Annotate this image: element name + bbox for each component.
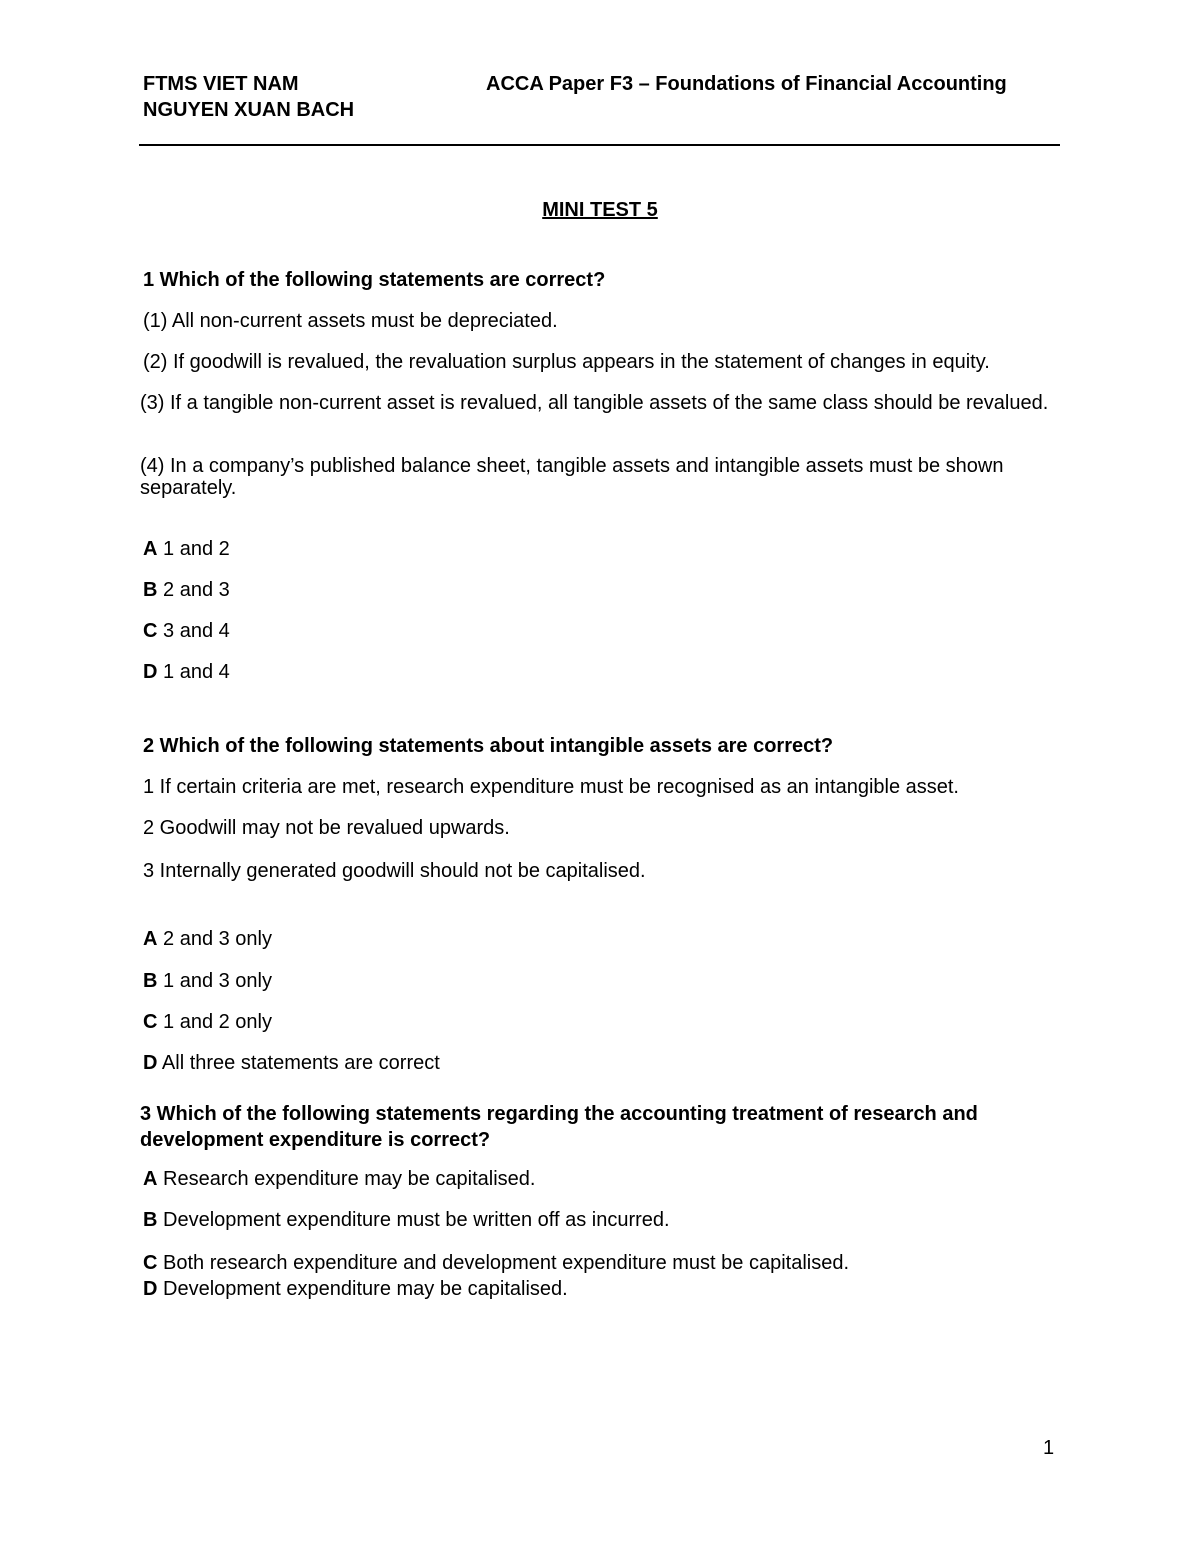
question-1-option-c[interactable] — [143, 620, 230, 642]
question-2-option-c[interactable] — [143, 1011, 272, 1033]
option-letter: A — [143, 928, 158, 950]
question-3-option-c[interactable] — [143, 1252, 849, 1274]
question-2-text: 2 Which of the following statements about intangible assets are correct? — [143, 735, 834, 757]
question-2-option-b[interactable] — [143, 970, 272, 992]
option-text: Development expenditure may be capitalised. — [163, 1278, 568, 1300]
option-letter: B — [143, 970, 158, 992]
question-1-statement: (4) In a company’s published balance sheet, tangible assets and intangible assets must be shown separately. — [140, 455, 1004, 499]
option-letter: D — [143, 661, 158, 683]
option-letter: B — [143, 579, 158, 601]
question-1-option-d[interactable] — [143, 661, 230, 683]
option-text: All three statements are correct — [161, 1052, 440, 1074]
option-text: 1 and 4 — [163, 661, 230, 683]
question-2-option-a[interactable] — [143, 928, 272, 950]
question-3-option-b[interactable] — [143, 1209, 670, 1231]
header-paper-title: ACCA Paper F3 – Foundations of Financial Accounting — [486, 73, 1007, 95]
question-1-statement: (2) If goodwill is revalued, the revaluation surplus appears in the statement of changes in equity. — [143, 351, 990, 373]
option-letter: D — [143, 1278, 158, 1300]
header-divider — [139, 144, 1060, 146]
option-text: 2 and 3 — [163, 579, 230, 601]
option-text: Both research expenditure and development expenditure must be capitalised. — [163, 1252, 850, 1274]
option-text: 1 and 3 only — [163, 970, 272, 992]
page-title: MINI TEST 5 — [542, 199, 658, 221]
question-1-option-b[interactable] — [143, 579, 230, 601]
option-text: Research expenditure may be capitalised. — [163, 1168, 536, 1190]
option-letter: B — [143, 1209, 158, 1231]
question-1-statement: (1) All non-current assets must be depreciated. — [143, 310, 558, 332]
question-1-text: 1 Which of the following statements are correct? — [143, 269, 606, 291]
question-3-option-a[interactable] — [143, 1168, 535, 1190]
question-2-statement: 2 Goodwill may not be revalued upwards. — [143, 817, 510, 839]
option-text: 1 and 2 only — [163, 1011, 272, 1033]
option-letter: C — [143, 620, 158, 642]
question-2-statement: 3 Internally generated goodwill should not be capitalised. — [143, 860, 646, 882]
page-number: 1 — [1043, 1437, 1055, 1459]
option-letter: D — [143, 1052, 158, 1074]
question-2-statement: 1 If certain criteria are met, research expenditure must be recognised as an intangible asset. — [143, 776, 959, 798]
option-letter: C — [143, 1252, 158, 1274]
question-2-option-d[interactable] — [143, 1052, 440, 1074]
question-1-statement: (3) If a tangible non-current asset is revalued, all tangible assets of the same class should be revalued. — [140, 392, 1049, 414]
question-3-option-d[interactable] — [143, 1278, 568, 1300]
option-text: 2 and 3 only — [163, 928, 272, 950]
option-letter: A — [143, 1168, 158, 1190]
option-text: 3 and 4 — [163, 620, 230, 642]
option-text: 1 and 2 — [163, 538, 230, 560]
header-author: NGUYEN XUAN BACH — [143, 99, 355, 121]
option-letter: A — [143, 538, 158, 560]
header-organization: FTMS VIET NAM — [143, 73, 299, 95]
question-3-text: 3 Which of the following statements regarding the accounting treatment of research and development expenditure is correct? — [140, 1103, 978, 1151]
question-1-option-a[interactable] — [143, 538, 230, 560]
option-letter: C — [143, 1011, 158, 1033]
option-text: Development expenditure must be written off as incurred. — [163, 1209, 670, 1231]
